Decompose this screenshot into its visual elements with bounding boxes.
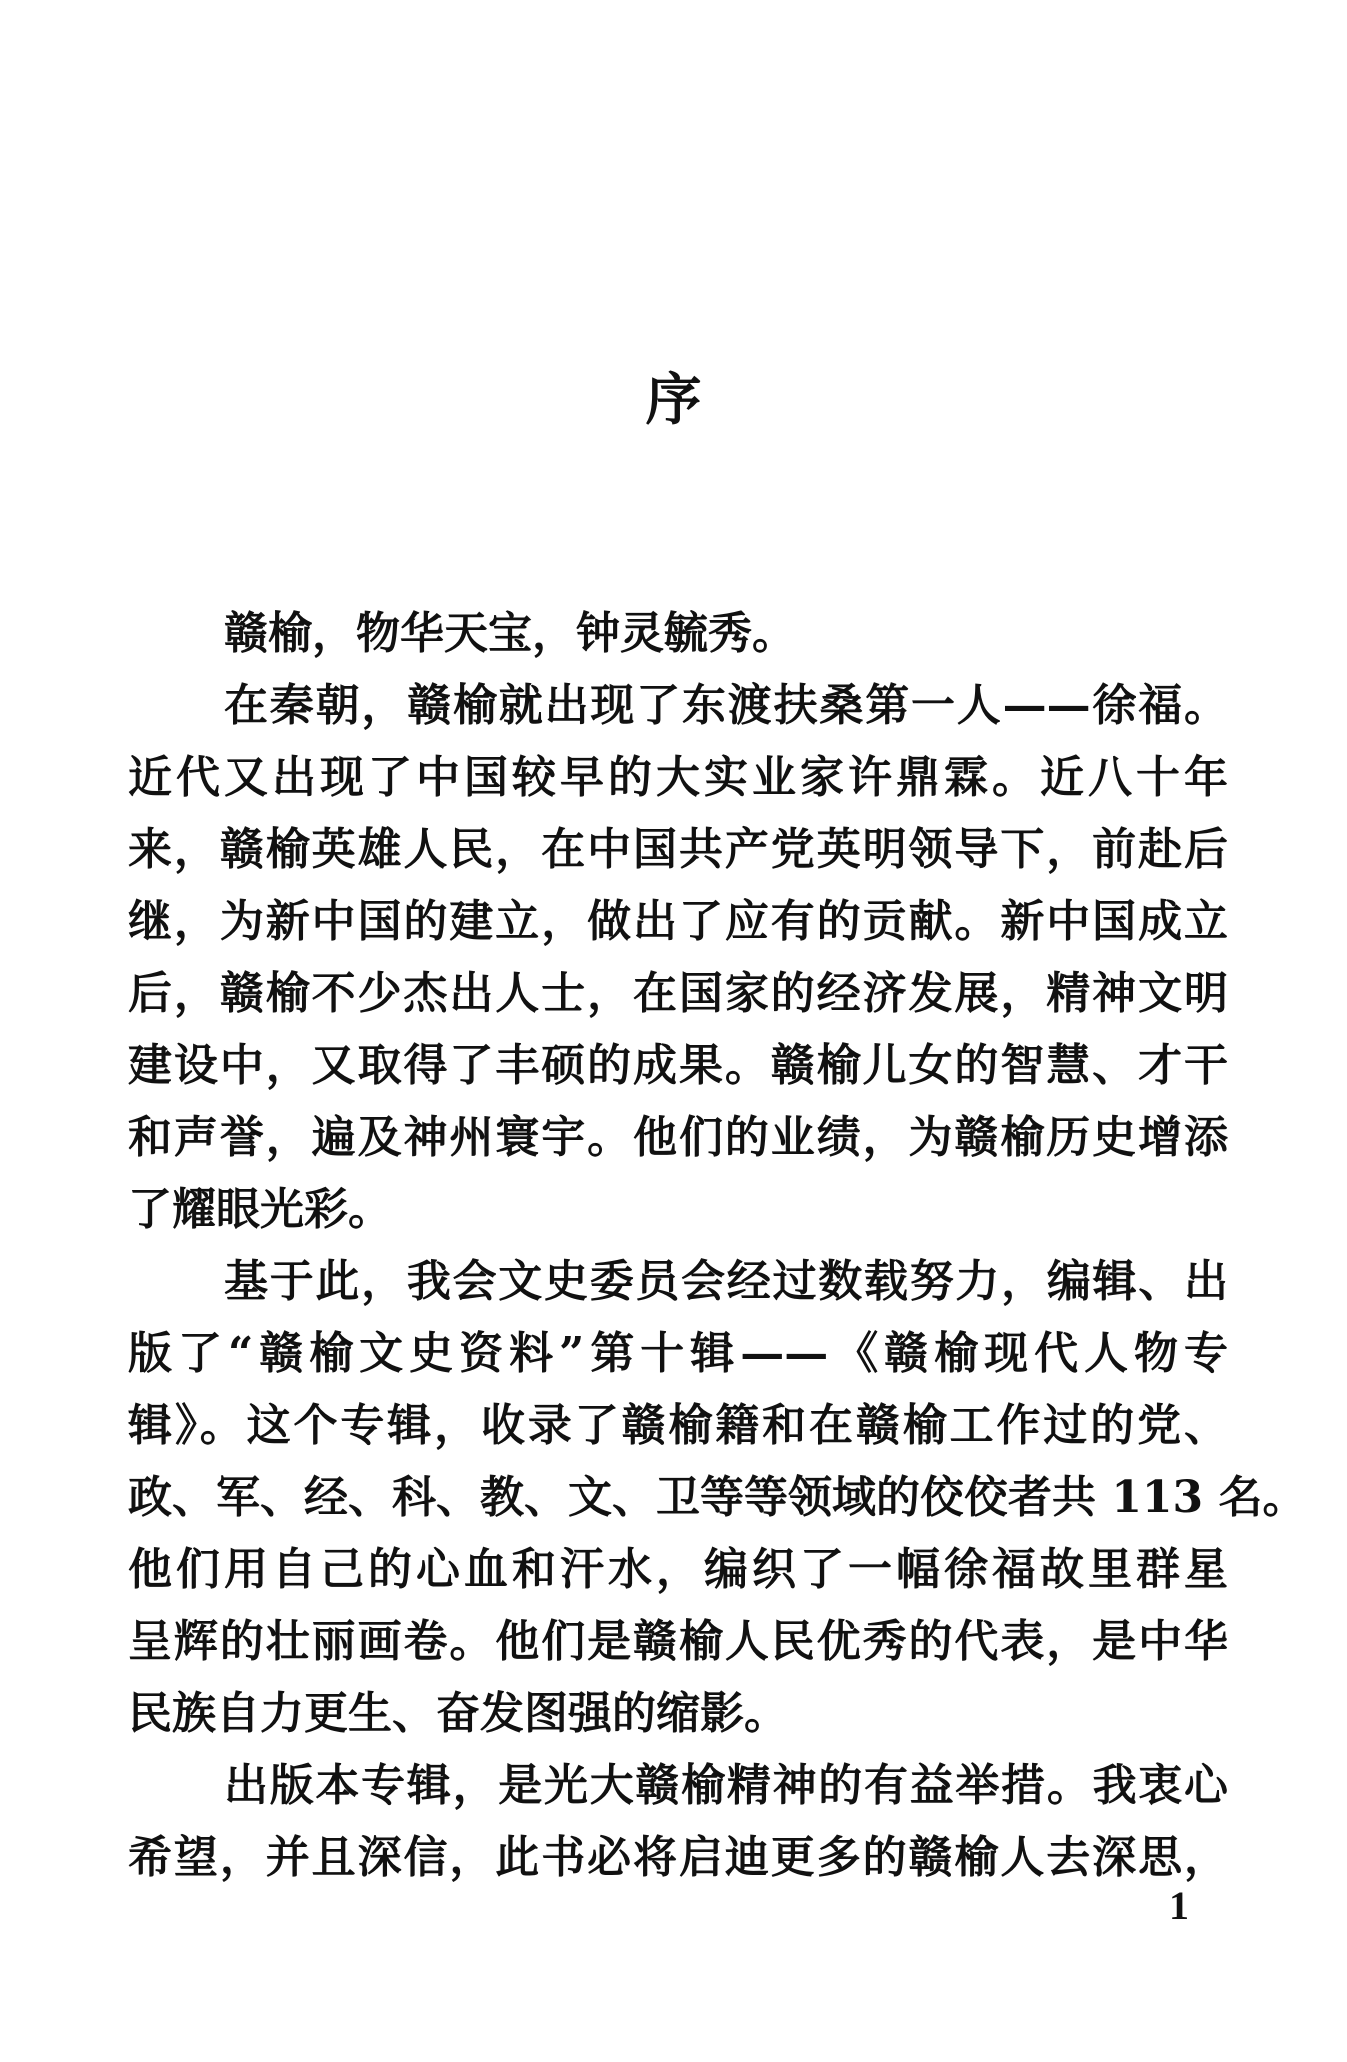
text-line: 版了“赣榆文史资料”第十辑——《赣榆现代人物专 [128,1328,1228,1379]
text-line: 了耀眼光彩。 [128,1184,392,1235]
text-line: 呈辉的壮丽画卷。他们是赣榆人民优秀的代表，是中华 [128,1616,1228,1667]
text-line: 民族自力更生、奋发图强的缩影。 [128,1688,788,1739]
text-line: 和声誉，遍及神州寰宇。他们的业绩，为赣榆历史增添 [128,1112,1228,1163]
body-text [128,598,1307,1894]
text-line: 建设中，又取得了丰硕的成果。赣榆儿女的智慧、才干 [128,1040,1228,1091]
text-line: 近代又出现了中国较早的大实业家许鼎霖。近八十年 [128,752,1228,803]
text-line: 政、军、经、科、教、文、卫等等领域的佼佼者共 113 名。 [128,1472,1307,1523]
text-line: 来，赣榆英雄人民，在中国共产党英明领导下，前赴后 [128,824,1228,875]
text-line: 在秦朝，赣榆就出现了东渡扶桑第一人——徐福。 [224,680,1228,731]
text-line: 继，为新中国的建立，做出了应有的贡献。新中国成立 [128,896,1228,947]
text-line: 赣榆，物华天宝，钟灵毓秀。 [224,608,796,659]
text-line: 辑》。这个专辑，收录了赣榆籍和在赣榆工作过的党、 [128,1400,1228,1451]
text-line: 希望，并且深信，此书必将启迪更多的赣榆人去深思， [128,1832,1228,1883]
text-line: 他们用自己的心血和汗水，编织了一幅徐福故里群星 [128,1544,1228,1595]
text-line: 基于此，我会文史委员会经过数载努力，编辑、出 [224,1256,1228,1307]
page-title: 序 [645,367,702,433]
text-line: 后，赣榆不少杰出人士，在国家的经济发展，精神文明 [128,968,1228,1019]
page-number: 1 [1169,1883,1189,1928]
text-line: 出版本专辑，是光大赣榆精神的有益举措。我衷心 [224,1760,1228,1811]
